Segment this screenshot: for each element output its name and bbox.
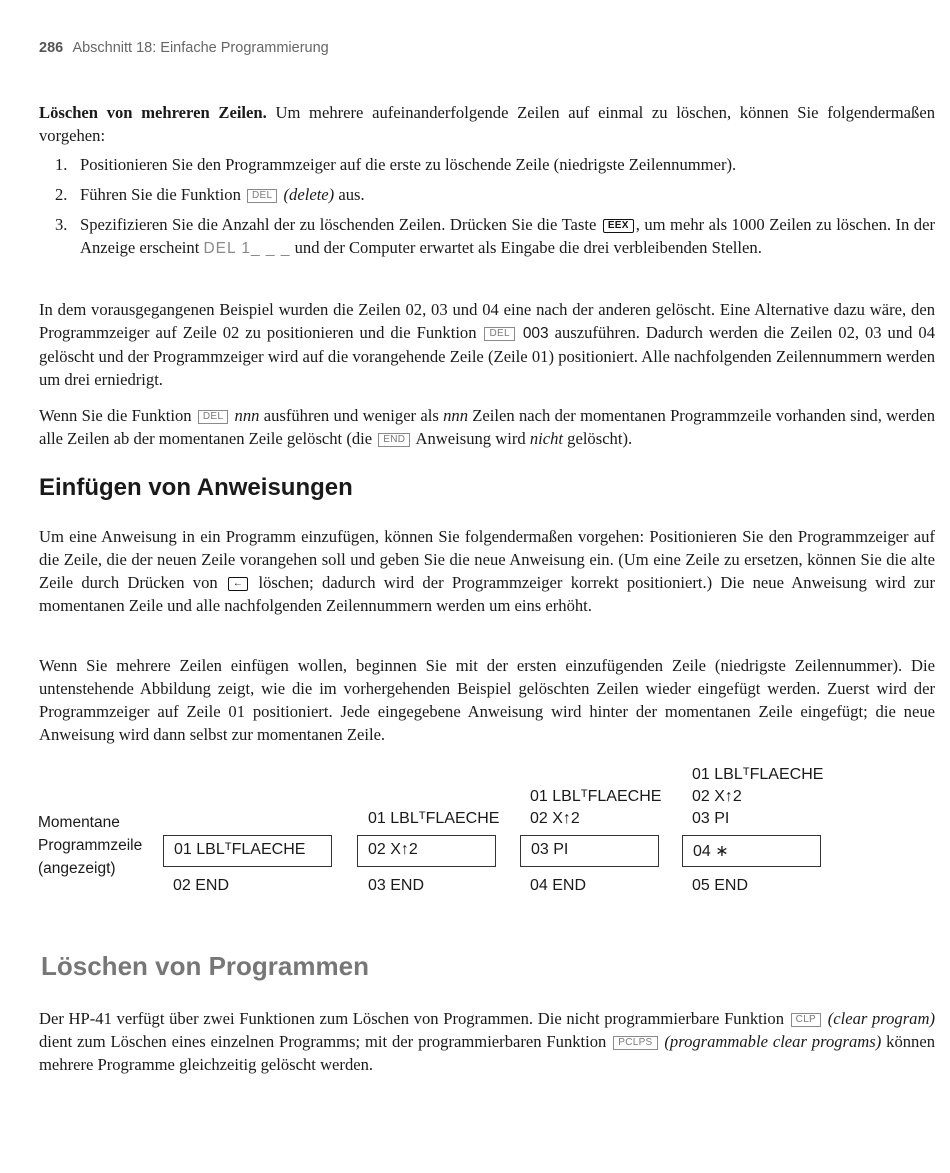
del-key: DEL: [198, 410, 228, 424]
section-title: Abschnitt 18: Einfache Programmierung: [72, 40, 329, 56]
text: dient zum Löschen eines einzelnen Programms; mit der programmierbaren Funktion: [39, 1032, 612, 1051]
text: Anweisung wird: [412, 429, 530, 448]
end-key: END: [378, 433, 410, 447]
text: löschen; dadurch wird der Programmzeiger korrekt positioniert.) Die neue Anweisung wird zur momentanen Zeile und alle nachfolgenden Zeilennummern werden um eins erhöht.: [39, 573, 935, 615]
pclps-italic: (programmable clear programs): [664, 1032, 882, 1051]
del-key: DEL: [484, 327, 514, 341]
previous-line: 01 LBLᵀFLAECHE: [368, 810, 500, 827]
delete-lines-lead-text: Um mehrere aufeinanderfolgende Zeilen auf einmal zu löschen, können Sie folgendermaßen vorgehen:: [39, 103, 936, 145]
insert-paragraph-1: [39, 525, 935, 617]
eex-key: EEX: [603, 219, 634, 233]
step-2: [39, 183, 935, 206]
del-key: DEL: [247, 189, 277, 203]
current-line-box: 01 LBLᵀFLAECHE: [163, 835, 332, 867]
current-line-box: 02 X↑2: [357, 835, 496, 867]
text: Um eine Anweisung in ein Programm einzufügen, können Sie folgendermaßen vorgehen: Positionieren Sie den Programmzeiger auf die Zeile, die der neuen Zeile vorangehen soll und geben Sie die neue Anweisung ein. (Um eine Zeile zu ersetzen, können Sie die alte Zeile durch Drücken von: [39, 527, 935, 592]
nnn-italic: nnn: [234, 406, 260, 425]
delete-lines-lead: Löschen von mehreren Zeilen.: [39, 103, 267, 122]
page-number: 286: [39, 40, 64, 56]
previous-line: 02 X↑2: [692, 788, 742, 805]
step-3: [39, 213, 935, 260]
clp-key: CLP: [791, 1013, 821, 1027]
previous-line: 02 X↑2: [530, 810, 580, 827]
nicht-italic: nicht: [529, 429, 564, 448]
current-line-box: 03 PI: [520, 835, 659, 867]
text: Der HP-41 verfügt über zwei Funktionen zum Löschen von Programmen. Die nicht programmierbare Funktion: [39, 1009, 789, 1028]
clear-program-italic: (clear program): [823, 1009, 935, 1028]
step-text-end: und der Computer erwartet als Eingabe die drei verbleibenden Stellen.: [290, 238, 762, 257]
delete-steps-list: [39, 153, 935, 267]
step-text: Spezifizieren Sie die Anzahl der zu löschenden Zeilen. Drücken Sie die Taste: [80, 215, 601, 234]
side-label-line: Momentane: [38, 814, 120, 831]
side-label-line: Programmzeile: [38, 837, 143, 854]
step-text-end: aus.: [334, 185, 365, 204]
text: In dem vorausgegangenen Beispiel wurden die Zeilen 02, 03 und 04 eine nach der anderen gelöscht. Eine Alternative dazu wäre, den Programmzeiger auf Zeile 02 zu positionieren und die Funktion: [39, 300, 935, 342]
insert-paragraph-2: Wenn Sie mehrere Zeilen einfügen wollen, beginnen Sie mit der ersten einzufügenden Zeile (niedrigste Zeilennummer). Die untenstehende Abbildung zeigt, wie die im vorhergehenden Beispiel gelöschten Zeilen wieder eingefügt werden. Zuerst wird der Programmzeiger auf Zeile 01 positioniert. Jede eingegebene Anweisung wird hinter der momentanen Zeile eingefügt; die neue Anweisung wird dann selbst zur momentanen Zeile.: [39, 656, 935, 744]
next-line: 05 END: [692, 877, 749, 894]
current-line-box: 04 ∗: [682, 835, 821, 867]
nnn-italic: nnn: [443, 406, 468, 425]
step-text-mid: , um mehr als 1000 Zeilen zu löschen. In der Anzeige erscheint: [80, 215, 935, 257]
running-head: [39, 40, 329, 56]
next-line: 04 END: [530, 877, 587, 894]
figure-side-label: [38, 811, 142, 880]
display-readout: DEL 1_ _ _: [203, 240, 291, 257]
backspace-key: ←: [228, 577, 248, 591]
clear-programs-paragraph: [39, 1007, 935, 1076]
previous-line: 01 LBLᵀFLAECHE: [530, 788, 662, 805]
step-number: 2.: [55, 185, 68, 204]
step-text: Positionieren Sie den Programmzeiger auf die erste zu löschende Zeile (niedrigste Zeilennummer).: [80, 155, 737, 174]
next-line: 02 END: [173, 877, 230, 894]
previous-line: 01 LBLᵀFLAECHE: [692, 766, 824, 783]
pclps-key: PCLPS: [613, 1036, 657, 1050]
code-003: 003: [522, 325, 549, 342]
side-label-line: (angezeigt): [38, 860, 116, 877]
text: ausführen und weniger als: [259, 406, 444, 425]
step-number: 3.: [55, 215, 68, 234]
next-line: 03 END: [368, 877, 425, 894]
delete-alternative-paragraph: [39, 298, 935, 391]
text: Zeilen nach der momentanen Programmzeile vorhanden sind, werden alle Zeilen ab der momentanen Zeile gelöscht (die: [39, 406, 936, 448]
previous-line: 03 PI: [692, 810, 730, 827]
text: auszuführen. Dadurch werden die Zeilen 02, 03 und 04 gelöscht und der Programmzeiger wird auf die vorangehende Zeile (Zeile 01) positioniert. Alle nachfolgenden Zeilennummern werden um drei erniedrigt.: [39, 323, 935, 389]
clear-programs-heading: Löschen von Programmen: [41, 951, 369, 981]
delete-italic: (delete): [283, 185, 335, 204]
delete-nnn-paragraph: [39, 404, 935, 450]
step-1: [39, 153, 935, 176]
text: Wenn Sie die Funktion: [39, 406, 196, 425]
text: können mehrere Programme gleichzeitig gelöscht werden.: [39, 1032, 935, 1074]
insert-heading: Einfügen von Anweisungen: [39, 474, 353, 501]
text: gelöscht).: [563, 429, 633, 448]
step-text: Führen Sie die Funktion: [80, 185, 246, 204]
delete-lines-intro: [39, 101, 935, 147]
step-number: 1.: [55, 155, 68, 174]
